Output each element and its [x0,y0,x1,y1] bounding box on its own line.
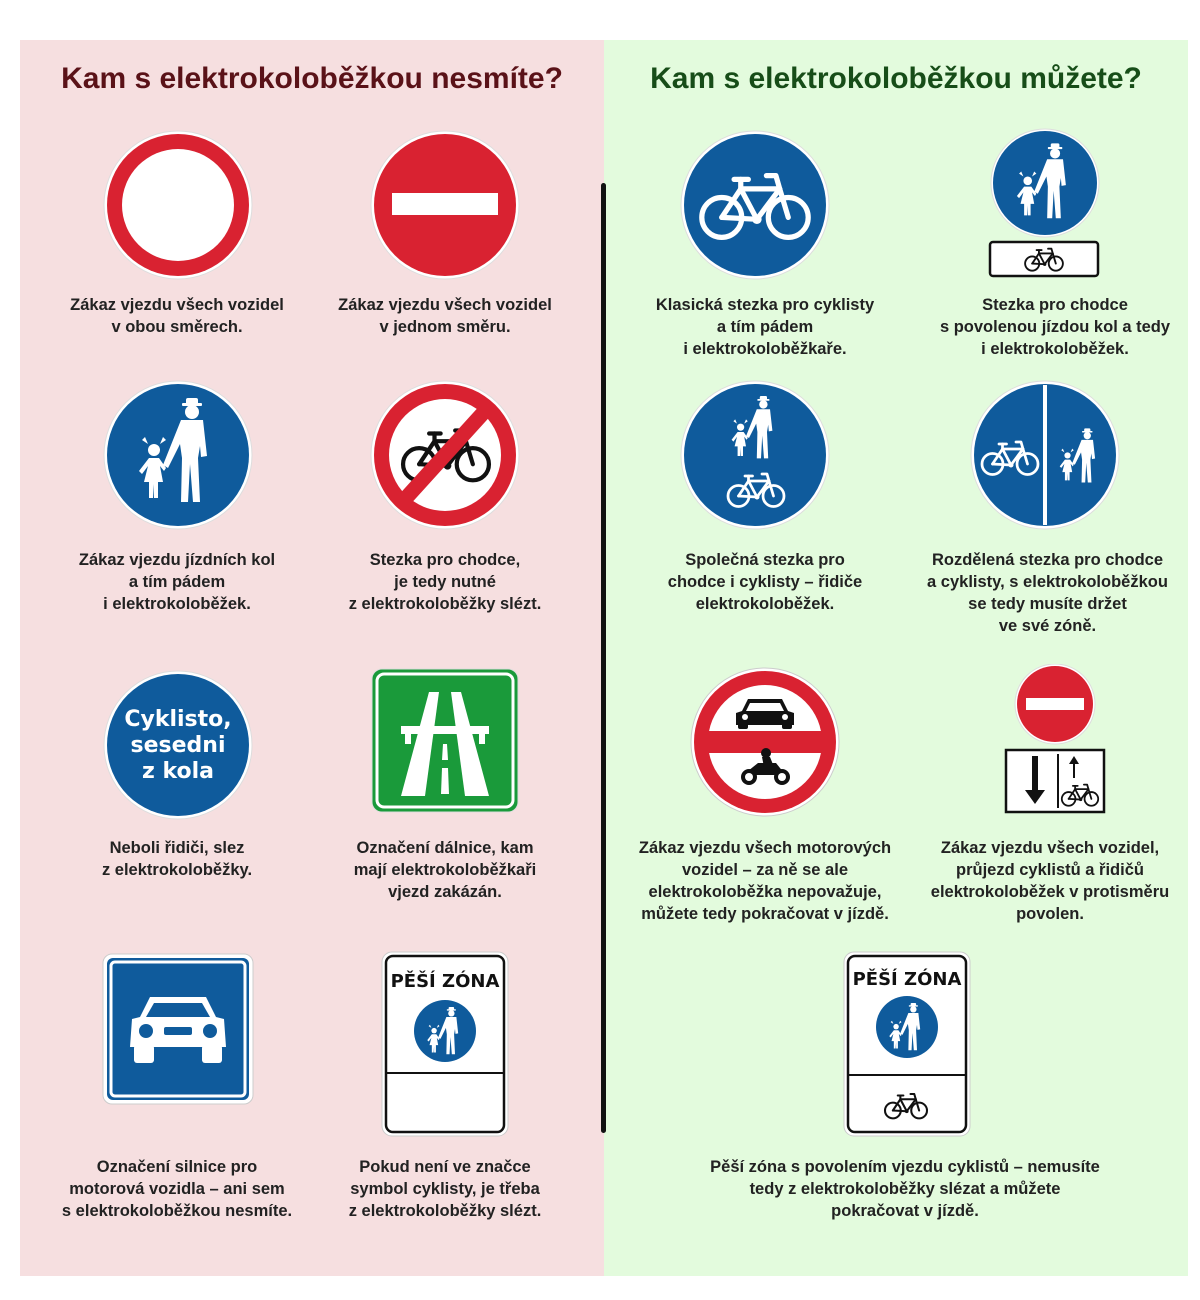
dismount-line-1: Cyklisto, [124,707,232,732]
motorway-sign [371,668,519,813]
no-entry-contraflow-sign [1004,664,1106,816]
split-path-sign [970,380,1120,530]
no-entry-contraflow-caption: Zákaz vjezdu všech vozidel, průjezd cyklistů a řidičů elektrokoloběžek v protisměru povolen. [930,839,1170,923]
ped-path-sign [103,380,253,530]
ped-zone-title: PĚŠÍ ZÓNA [390,971,500,992]
ped-zone-sign [381,951,509,1137]
no-entry-one-way-sign [370,130,520,280]
motor-road-caption: Označení silnice pro motorová vozidla – ani sem s elektrokoloběžkou nesmíte. [61,1158,293,1220]
shared-path-sign [680,380,830,530]
no-motor-vehicles-sign [690,667,840,817]
no-motor-vehicles-caption: Zákaz vjezdu všech motorových vozidel – za ně se ale elektrokoloběžka nepovažuje, můžete tedy pokračovat v jízdě. [638,839,892,923]
ped-zone-bikes-sign [843,951,971,1137]
no-bikes-caption: Stezka pro chodce, je tedy nutné z elektrokoloběžky slézt. [348,551,542,613]
ped-path-bikes-allowed-sign [985,128,1105,280]
no-bikes-sign [370,380,520,530]
dismount-line-3: z kola [141,759,215,784]
no-entry-one-way-caption: Zákaz vjezdu všech vozidel v jednom směru. [338,296,552,336]
no-entry-both-caption: Zákaz vjezdu všech vozidel v obou směrech. [70,296,284,336]
dismount-sign [103,670,253,820]
ped-path-caption: Zákaz vjezdu jízdních kol a tím pádem i elektrokoloběžek. [78,551,276,613]
ped-zone-caption: Pokud není ve značce symbol cyklisty, je třeba z elektrokoloběžky slézt. [348,1158,542,1220]
ped-zone-bikes-title: PĚŠÍ ZÓNA [852,969,962,990]
dismount-caption: Neboli řidiči, slez z elektrokoloběžky. [101,839,253,879]
forbidden-heading: Kam s elektrokoloběžkou nesmíte? [61,62,563,95]
shared-path-caption: Společná stezka pro chodce i cyklisty – řidiče elektrokoloběžek. [667,551,863,613]
allowed-heading: Kam s elektrokoloběžkou můžete? [650,62,1142,95]
motorway-caption: Označení dálnice, kam mají elektrokoloběžkaři vjezd zakázán. [353,839,537,901]
motor-road-sign [102,953,254,1105]
ped-path-bikes-allowed-caption: Stezka pro chodce s povolenou jízdou kol a tedy i elektrokoloběžek. [939,296,1171,358]
bike-path-caption: Klasická stezka pro cyklisty a tím pádem i elektrokoloběžkaře. [655,296,875,358]
bike-path-sign [680,130,830,280]
divider [601,183,606,1133]
ped-zone-bikes-caption: Pěší zóna s povolením vjezdu cyklistů – nemusíte tedy z elektrokoloběžky slézat a můžete pokračovat v jízdě. [710,1158,1100,1220]
dismount-line-2: sesedni [130,733,226,758]
no-entry-both-sign [103,130,253,280]
split-path-caption: Rozdělená stezka pro chodce a cyklisty, s elektrokoloběžkou se tedy musíte držet ve své zóně. [927,551,1168,635]
